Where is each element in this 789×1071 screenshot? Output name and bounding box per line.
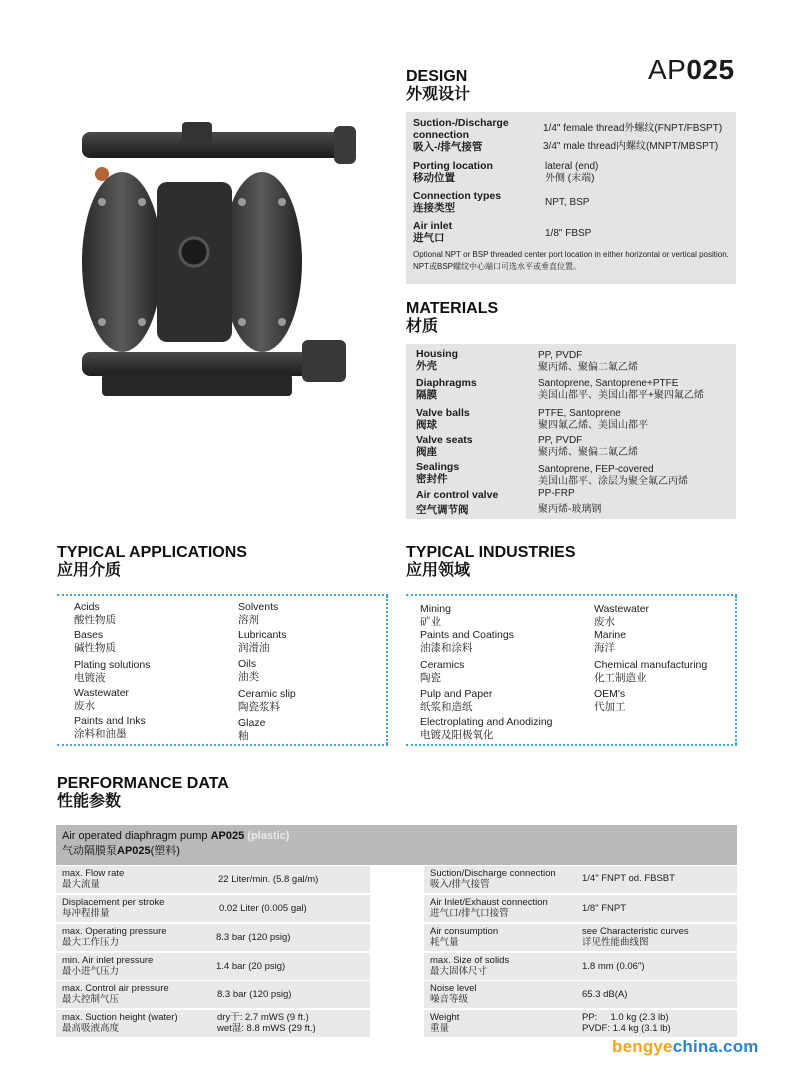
application-item: Bases 碱性物质 xyxy=(74,629,116,654)
performance-title: PERFORMANCE DATA 性能参数 xyxy=(57,775,229,810)
industry-item: Ceramics 陶瓷 xyxy=(420,659,465,684)
materials-label: Diaphragms 隔膜 xyxy=(416,377,477,401)
design-note: Optional NPT or BSP threaded center port location in either horizontal or vertical position. NPT或BSP螺纹中心端口可选水平或垂直位置。 xyxy=(413,250,729,271)
application-item: Lubricants 润滑油 xyxy=(238,629,287,654)
performance-row: max. Size of solids 最大固体尺寸 1.8 mm (0.06") xyxy=(424,953,737,980)
design-value: NPT, BSP xyxy=(545,197,590,208)
materials-value: PP, PVDF 聚丙烯、聚偏二氟乙烯 xyxy=(538,435,638,458)
materials-label: Valve balls 阀球 xyxy=(416,407,470,431)
materials-label: Valve seats 阀座 xyxy=(416,434,473,458)
design-label: Porting location 移动位置 xyxy=(413,160,493,184)
application-item: Wastewater 废水 xyxy=(74,687,130,712)
industry-item: Mining 矿业 xyxy=(420,603,451,628)
application-item: Acids 酸性物质 xyxy=(74,601,116,626)
materials-label: Housing 外壳 xyxy=(416,348,458,372)
industries-title: TYPICAL INDUSTRIES 应用领域 xyxy=(406,544,576,579)
design-label: Suction-/Discharge connection 吸入-/排气接管 xyxy=(413,117,509,153)
performance-row: Displacement per stroke 每冲程排量 0.02 Liter (0.005 gal) xyxy=(56,895,370,922)
application-item: Paints and Inks 涂料和油墨 xyxy=(74,715,146,740)
materials-value: PP, PVDF 聚丙烯、聚偏二氟乙烯 xyxy=(538,350,638,373)
industry-item: Paints and Coatings 油漆和涂料 xyxy=(420,629,514,654)
performance-row: Air consumption 耗气量 see Characteristic curves 详见性能曲线图 xyxy=(424,924,737,951)
application-item: Oils 油类 xyxy=(238,658,259,683)
materials-value: PTFE, Santoprene 聚四氟乙烯、美国山都平 xyxy=(538,408,648,431)
industry-item: OEM's 代加工 xyxy=(594,688,626,713)
performance-row: Weight 重量 PP: 1.0 kg (2.3 lb) PVDF: 1.4 kg (3.1 lb) xyxy=(424,1010,737,1037)
performance-row: max. Control air pressure 最大控制气压 8.3 bar (120 psig) xyxy=(56,981,370,1008)
industry-item: Electroplating and Anodizing 电镀及阳极氧化 xyxy=(420,716,553,741)
site-watermark: bengyechina.com xyxy=(612,1037,759,1056)
application-item: Glaze 釉 xyxy=(238,717,266,742)
design-label: Connection types 连接类型 xyxy=(413,190,502,214)
design-label: Air inlet 进气口 xyxy=(413,220,453,244)
performance-row: Suction/Discharge connection 吸入/排气接管 1/4" FNPT od. FBSBT xyxy=(424,866,737,893)
materials-label: Sealings 密封件 xyxy=(416,461,460,485)
performance-header: Air operated diaphragm pump AP025 (plastic) 气动隔膜泵AP025(塑料) xyxy=(56,825,737,865)
materials-title: MATERIALS 材质 xyxy=(406,300,499,335)
industry-item: Marine 海洋 xyxy=(594,629,627,654)
performance-row: max. Suction height (water) 最高吸液高度 dry干: 2.7 mWS (9 ft.) wet湿: 8.8 mWS (29 ft.) xyxy=(56,1010,370,1037)
applications-title: TYPICAL APPLICATIONS 应用介质 xyxy=(57,544,247,579)
materials-value: Santoprene, FEP-covered 美国山都平、涂层为聚全氟乙丙烯 xyxy=(538,464,688,487)
application-item: Ceramic slip 陶瓷浆料 xyxy=(238,688,296,713)
application-item: Solvents 溶剂 xyxy=(238,601,279,626)
materials-value: Santoprene, Santoprene+PTFE 美国山都平、美国山都平+聚四氟乙烯 xyxy=(538,378,704,401)
materials-label: Air control valve 空气调节阀 xyxy=(416,489,499,516)
performance-row: max. Operating pressure 最大工作压力 8.3 bar (120 psig) xyxy=(56,924,370,951)
design-title: DESIGN 外观设计 xyxy=(406,68,471,103)
design-value: lateral (end) 外侧 (末端) xyxy=(545,161,599,184)
application-item: Plating solutions 电镀液 xyxy=(74,659,151,684)
industry-item: Chemical manufacturing 化工制造业 xyxy=(594,659,708,684)
performance-row: Noise level 噪音等级 65.3 dB(A) xyxy=(424,981,737,1008)
industry-item: Pulp and Paper 纸浆和造纸 xyxy=(420,688,493,713)
design-value: 1/8" FBSP xyxy=(545,228,592,239)
design-value: 1/4" female thread外螺纹(FNPT/FBSPT) 3/4" male thread内螺纹(MNPT/MBSPT) xyxy=(543,123,723,152)
performance-row: Air Inlet/Exhaust connection 进气口/排气口接管 1/8" FNPT xyxy=(424,895,737,922)
industry-item: Wastewater 废水 xyxy=(594,603,650,628)
pump-product-image xyxy=(72,112,362,412)
model-number: AP025 xyxy=(648,54,735,85)
performance-row: max. Flow rate 最大流量 22 Liter/min. (5.8 gal/m) xyxy=(56,866,370,893)
performance-row: min. Air inlet pressure 最小进气压力 1.4 bar (20 psig) xyxy=(56,953,370,980)
materials-value: PP-FRP 聚丙烯-玻璃钢 xyxy=(538,488,602,515)
